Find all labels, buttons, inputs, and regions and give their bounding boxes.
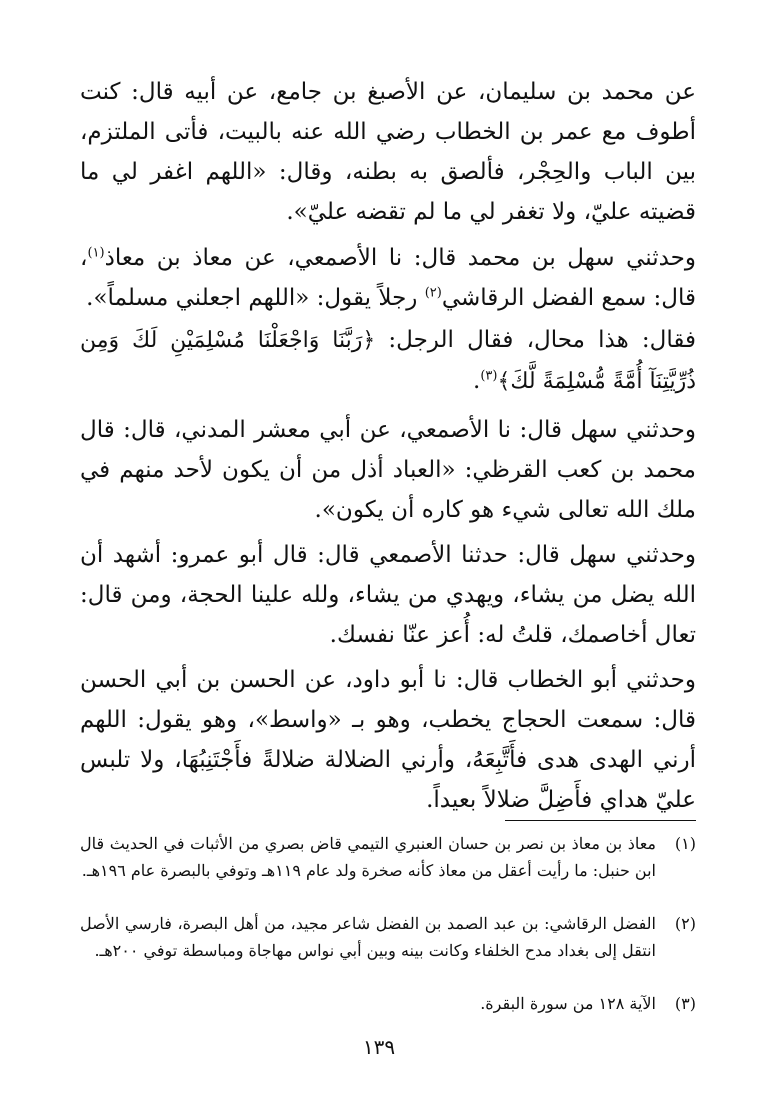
footnote-2-number: (٢) xyxy=(674,914,696,933)
page-number: ١٣٩ xyxy=(362,1035,396,1059)
footnote-ref-1[interactable]: (١) xyxy=(87,245,105,261)
footnote-3 xyxy=(80,990,696,1017)
paragraph-3-end: . xyxy=(473,368,481,394)
footnote-2-text: الفضل الرقاشي: بن عبد الصمد بن الفضل شاعر مجيد، من أهل البصرة، فارسي الأصل انتقل إلى بغداد مدح الخلفاء وكانت بينه وبين أبي نواس مهاجاة ومباسطة توفي ٢٠٠هـ. xyxy=(80,914,656,960)
quran-verse: ﴿رَبَّنَا وَاجْعَلْنَا مُسْلِمَيْنِ لَكَ وَمِن ذُرِّيَّتِنَآ أُمَّةً مُّسْلِمَةً لَّكَ﴾ xyxy=(80,328,696,394)
paragraph-4: وحدثني سهل قال: نا الأصمعي، عن أبي معشر المدني، قال: قال محمد بن كعب القرظي: «العباد أذل من أن يكون لأحد منهم في ملك الله تعالى شيء هو كاره أن يكون». xyxy=(80,417,696,523)
footnote-ref-3[interactable]: (٣) xyxy=(480,368,498,384)
footnote-3-text: الآية ١٢٨ من سورة البقرة. xyxy=(480,994,656,1013)
footnote-2 xyxy=(80,910,696,964)
footnote-1-number: (١) xyxy=(674,834,696,853)
footnote-1-text: معاذ بن معاذ بن نصر بن حسان العنبري التيمي قاض بصري من الأثبات في الحديث قال ابن حنبل: ما رأيت أعقل من معاذ كأنه صخرة ولد عام ١١٩هـ وتوفي بالبصرة عام ١٩٦هـ. xyxy=(80,834,657,880)
paragraph-6: وحدثني أبو الخطاب قال: نا أبو داود، عن الحسن بن أبي الحسن قال: سمعت الحجاج يخطب، وهو بـ «واسط»، وهو يقول: اللهم أرني الهدى هدى فأَتَّبِعَهُ، وأرني الضلالة ضلالةً فأَجْتَنِبُهَا، ولا تلبس عليّ هداي فأَضِلَّ ضلالاً بعيداً. xyxy=(80,667,696,813)
paragraph-1: عن محمد بن سليمان، عن الأصبغ بن جامع، عن أبيه قال: كنت أطوف مع عمر بن الخطاب رضي الله عنه بالبيت، فأتى الملتزم، بين الباب والحِجْر، فألصق به بطنه، وقال: «اللهم اغفر لي ما قضيته عليّ، ولا تغفر لي ما لم تقضه عليّ». xyxy=(80,79,696,225)
paragraph-2-text-b: ، قال: سمع الفضل الرقاشي xyxy=(80,245,696,311)
paragraph-3-lead: فقال: هذا محال، فقال الرجل: xyxy=(375,327,696,353)
paragraph-2-text-a: وحدثني سهل بن محمد قال: نا الأصمعي، عن معاذ بن معاذ xyxy=(104,245,696,271)
paragraph-5: وحدثني سهل قال: حدثنا الأصمعي قال: قال أبو عمرو: أشهد أن الله يضل من يشاء، ويهدي من يشاء، ولله علينا الحجة، ومن قال: تعال أخاصمك، قلتُ له: أُعز عنّا نفسك. xyxy=(80,542,696,648)
footnote-ref-2[interactable]: (٢) xyxy=(424,285,442,301)
paragraph-2 xyxy=(80,238,696,318)
footnote-3-number: (٣) xyxy=(674,994,696,1013)
paragraph-2-text-c: رجلاً يقول: «اللهم اجعلني مسلماً». xyxy=(86,285,425,311)
paragraph-3 xyxy=(80,320,696,402)
footnote-1 xyxy=(80,830,696,884)
footnote-separator xyxy=(505,820,696,821)
